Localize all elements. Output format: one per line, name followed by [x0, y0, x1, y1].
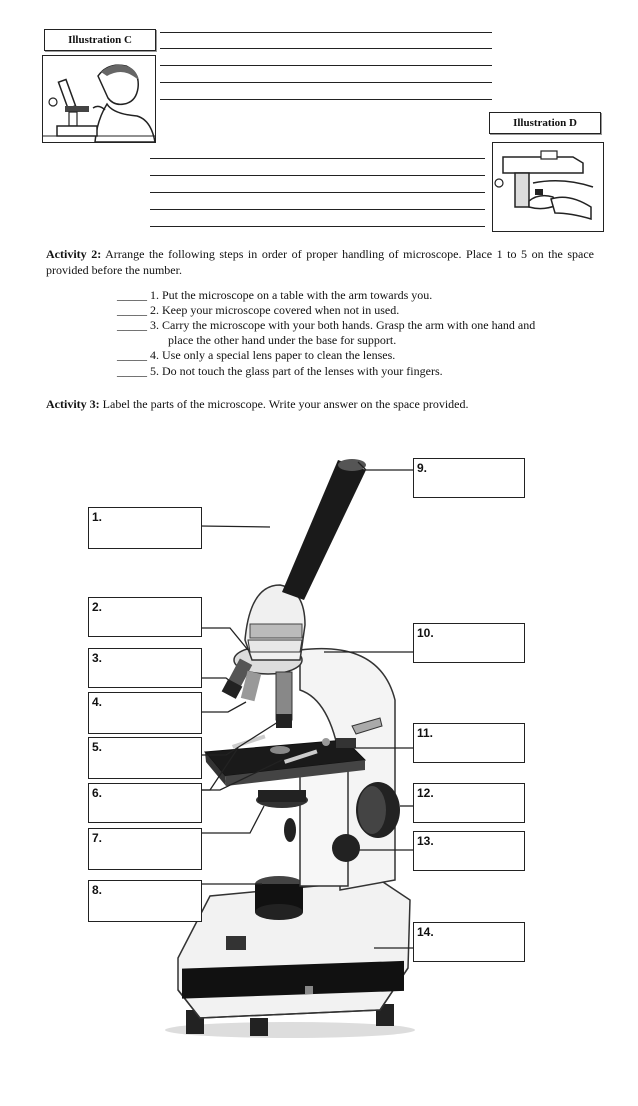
step-blank[interactable]: _____ — [117, 303, 147, 317]
label-box-13[interactable] — [413, 831, 525, 871]
label-box-10[interactable] — [413, 623, 525, 663]
activity-2-text: Arrange the following steps in order of proper handling of microscope. Place 1 to 5 on the space provided before the number. — [46, 247, 594, 277]
step-blank[interactable]: _____ — [117, 364, 147, 378]
step-text: place the other hand under the base for support. — [168, 333, 397, 347]
answer-line-d-2[interactable] — [150, 175, 485, 176]
step-text: 3. Carry the microscope with your both hands. Grasp the arm with one hand and — [150, 318, 536, 332]
label-number: 10. — [417, 626, 434, 640]
step-row — [117, 303, 399, 318]
label-number: 7. — [92, 831, 103, 845]
illustration-d-image — [492, 142, 604, 232]
step-text: 2. Keep your microscope covered when not in used. — [150, 303, 400, 317]
step-row — [117, 364, 443, 379]
step-row — [117, 318, 535, 333]
illustration-c-label-text: Illustration C — [68, 34, 132, 46]
activity-3-text: Label the parts of the microscope. Write your answer on the space provided. — [102, 397, 469, 411]
label-number: 13. — [417, 834, 434, 848]
activity-2-heading: Activity 2: — [46, 247, 102, 261]
answer-line-d-4[interactable] — [150, 209, 485, 210]
label-box-2[interactable] — [88, 597, 202, 637]
label-number: 5. — [92, 740, 103, 754]
step-text: 4. Use only a special lens paper to clean the lenses. — [150, 348, 396, 362]
label-box-14[interactable] — [413, 922, 525, 962]
label-box-7[interactable] — [88, 828, 202, 870]
label-box-11[interactable] — [413, 723, 525, 763]
answer-line-d-5[interactable] — [150, 226, 485, 227]
label-number: 9. — [417, 461, 428, 475]
illustration-c-label — [44, 29, 156, 51]
step-row — [117, 348, 395, 363]
step-blank[interactable]: _____ — [117, 348, 147, 362]
answer-line-c-4[interactable] — [160, 82, 492, 83]
label-box-9[interactable] — [413, 458, 525, 498]
activity-3-instruction — [46, 396, 606, 412]
answer-line-d-3[interactable] — [150, 192, 485, 193]
illustration-d-label-text: Illustration D — [513, 117, 577, 129]
label-box-1[interactable] — [88, 507, 202, 549]
label-number: 2. — [92, 600, 103, 614]
label-number: 12. — [417, 786, 434, 800]
answer-line-c-2[interactable] — [160, 48, 492, 49]
step-text: 1. Put the microscope on a table with the arm towards you. — [150, 288, 433, 302]
step-row-continuation — [168, 333, 396, 348]
step-row — [117, 288, 432, 303]
label-box-12[interactable] — [413, 783, 525, 823]
label-box-5[interactable] — [88, 737, 202, 779]
label-number: 11. — [417, 726, 434, 740]
step-text: 5. Do not touch the glass part of the lenses with your fingers. — [150, 364, 443, 378]
illustration-d-label — [489, 112, 601, 134]
label-number: 3. — [92, 651, 103, 665]
illustration-c-image — [42, 55, 156, 143]
answer-line-c-1[interactable] — [160, 32, 492, 33]
label-number: 8. — [92, 883, 103, 897]
activity-2-instruction — [46, 246, 594, 278]
step-blank[interactable]: _____ — [117, 318, 147, 332]
label-box-4[interactable] — [88, 692, 202, 734]
step-blank[interactable]: _____ — [117, 288, 147, 302]
label-number: 6. — [92, 786, 103, 800]
activity-3-heading: Activity 3: — [46, 397, 100, 411]
label-number: 1. — [92, 510, 103, 524]
answer-line-c-5[interactable] — [160, 99, 492, 100]
label-number: 4. — [92, 695, 103, 709]
answer-line-c-3[interactable] — [160, 65, 492, 66]
label-box-8[interactable] — [88, 880, 202, 922]
label-number: 14. — [417, 925, 434, 939]
answer-line-d-1[interactable] — [150, 158, 485, 159]
label-box-6[interactable] — [88, 783, 202, 823]
label-box-3[interactable] — [88, 648, 202, 688]
